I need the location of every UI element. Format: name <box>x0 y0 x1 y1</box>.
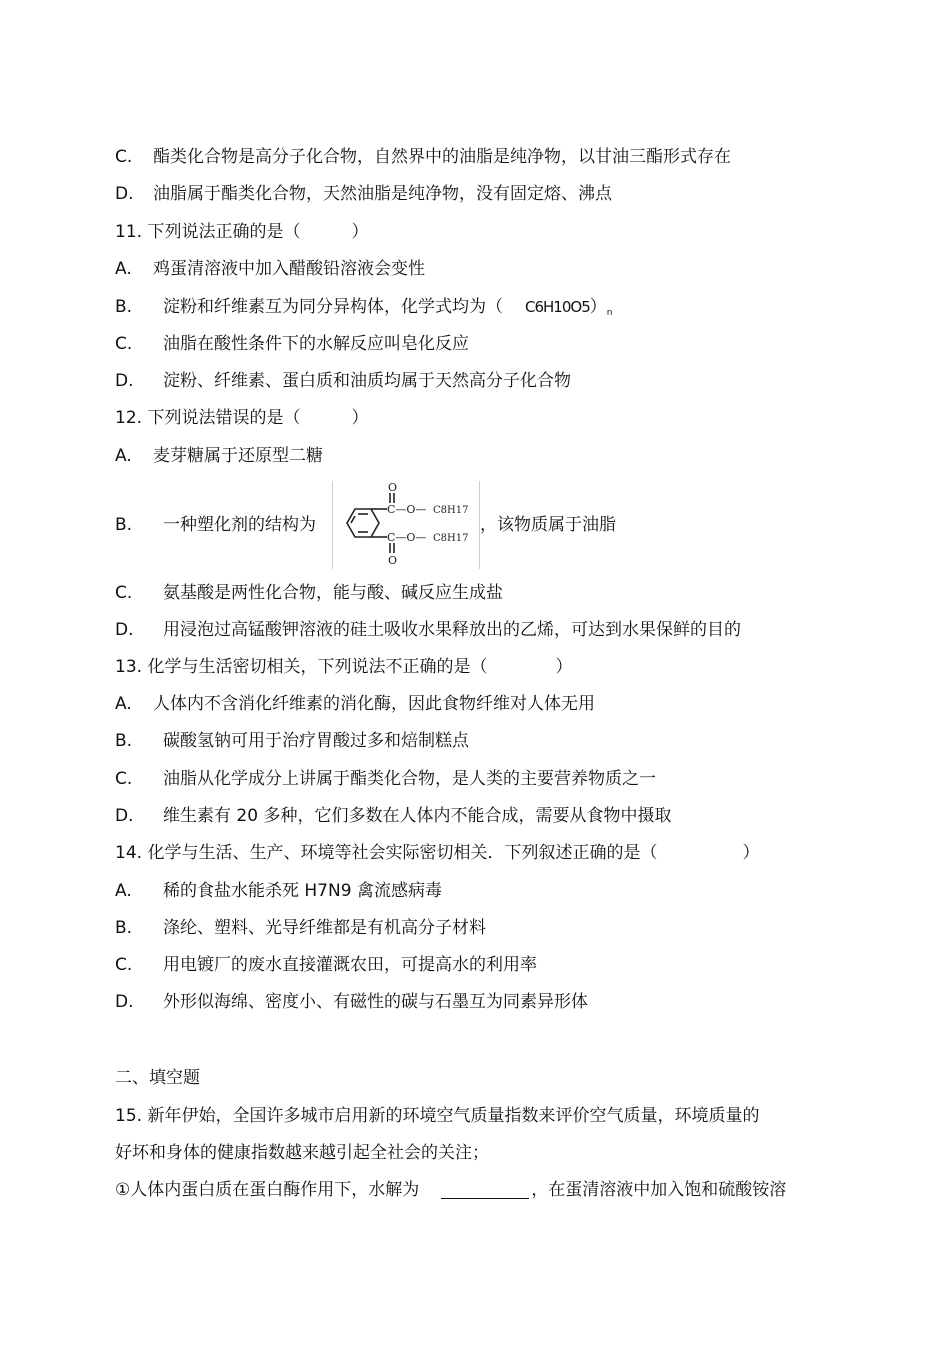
option-label: B. <box>115 515 133 535</box>
option-c-q12 <box>115 581 503 605</box>
option-label: C. <box>115 147 133 167</box>
option-a-q12 <box>115 444 323 468</box>
option-c-q10 <box>115 145 731 169</box>
option-label: C. <box>115 583 133 603</box>
option-c-q11 <box>115 332 469 356</box>
oxygen-top: O <box>388 481 398 494</box>
option-text: ，该物质属于油脂 <box>480 515 616 535</box>
chemical-formula: C6H10O5 <box>525 298 590 316</box>
option-label: C. <box>115 769 133 789</box>
question-14 <box>115 841 759 865</box>
option-label: D. <box>115 620 134 640</box>
question-text: 14. 化学与生活、生产、环境等社会实际密切相关．下列叙述正确的是（ ） <box>115 843 760 863</box>
question-text-tail: ，在蛋清溶液中加入饱和硫酸铵溶 <box>531 1180 787 1200</box>
option-text: 人体内不含消化纤维素的消化酶，因此食物纤维对人体无用 <box>153 694 595 714</box>
question-text: ①人体内蛋白质在蛋白酶作用下，水解为 <box>115 1180 420 1200</box>
question-15-cont <box>115 1141 489 1165</box>
section-heading <box>115 1066 200 1090</box>
option-d-q12 <box>115 618 741 642</box>
option-label: D. <box>115 371 134 391</box>
question-13 <box>115 655 572 679</box>
question-15 <box>115 1104 759 1128</box>
option-label: A. <box>115 694 132 714</box>
option-b-q13 <box>115 729 469 753</box>
option-b-q12-tail <box>480 513 616 537</box>
formula-bracket: ） <box>589 297 607 317</box>
option-a-q11 <box>115 257 425 281</box>
option-label: D. <box>115 806 134 826</box>
option-c-q13 <box>115 767 656 791</box>
option-d-q11 <box>115 369 571 393</box>
option-d-q14 <box>115 990 588 1014</box>
option-label: D. <box>115 184 134 204</box>
option-label: D. <box>115 992 134 1012</box>
alkyl-top: C8H17 <box>433 505 469 516</box>
option-label: B. <box>115 297 133 317</box>
question-text: 13. 化学与生活密切相关，下列说法不正确的是（ ） <box>115 657 573 677</box>
option-a-q14 <box>115 879 442 903</box>
option-text: 酯类化合物是高分子化合物，自然界中的油脂是纯净物，以甘油三酯形式存在 <box>153 147 731 167</box>
answer-blank[interactable] <box>441 1182 529 1199</box>
option-text: 麦芽糖属于还原型二糖 <box>153 446 323 466</box>
option-b-q11 <box>115 295 612 319</box>
option-text: 氨基酸是两性化合物，能与酸、碱反应生成盐 <box>163 583 503 603</box>
option-text: 油脂在酸性条件下的水解反应叫皂化反应 <box>163 334 469 354</box>
option-text: 油脂从化学成分上讲属于酯类化合物，是人类的主要营养物质之一 <box>163 769 656 789</box>
structure-diagram <box>333 481 479 569</box>
plasticizer-structure <box>332 481 480 569</box>
alkyl-bottom: C8H17 <box>433 533 469 544</box>
question-text: 12. 下列说法错误的是（ ） <box>115 408 369 428</box>
question-15-part1 <box>115 1178 786 1202</box>
option-text: 一种塑化剂的结构为 <box>163 515 316 535</box>
option-b-q12 <box>115 513 316 537</box>
option-label: B. <box>115 731 133 751</box>
option-d-q10 <box>115 182 612 206</box>
option-text: 稀的食盐水能杀死 H7N9 禽流感病毒 <box>163 881 442 901</box>
option-text: 碳酸氢钠可用于治疗胃酸过多和焙制糕点 <box>163 731 469 751</box>
formula-subscript: n <box>606 308 613 318</box>
option-b-q14 <box>115 916 486 940</box>
question-text: 好坏和身体的健康指数越来越引起全社会的关注； <box>115 1143 489 1163</box>
option-text: 淀粉和纤维素互为同分异构体，化学式均为（ <box>163 297 503 317</box>
option-label: A. <box>115 446 132 466</box>
option-text: 淀粉、纤维素、蛋白质和油质均属于天然高分子化合物 <box>163 371 571 391</box>
ester-bonds <box>371 493 394 553</box>
option-d-q13 <box>115 804 671 828</box>
option-label: A. <box>115 881 132 901</box>
option-a-q13 <box>115 692 595 716</box>
question-text: 15. 新年伊始，全国许多城市启用新的环境空气质量指数来评价空气质量，环境质量的 <box>115 1106 760 1126</box>
ester-top: C—O— <box>387 503 427 516</box>
option-text: 用浸泡过高锰酸钾溶液的硅土吸收水果释放出的乙烯，可达到水果保鲜的目的 <box>163 620 741 640</box>
option-c-q14 <box>115 953 537 977</box>
question-11 <box>115 220 368 244</box>
benzene-ring-icon <box>347 509 379 537</box>
option-text: 用电镀厂的废水直接灌溉农田，可提高水的利用率 <box>163 955 537 975</box>
option-text: 油脂属于酯类化合物，天然油脂是纯净物，没有固定熔、沸点 <box>153 184 612 204</box>
option-label: A. <box>115 259 132 279</box>
question-12 <box>115 406 368 430</box>
section-title: 二、填空题 <box>115 1068 200 1088</box>
option-label: C. <box>115 955 133 975</box>
option-label: B. <box>115 918 133 938</box>
question-text: 11. 下列说法正确的是（ ） <box>115 222 369 242</box>
option-text: 鸡蛋清溶液中加入醋酸铅溶液会变性 <box>153 259 425 279</box>
option-text: 维生素有 20 多种，它们多数在人体内不能合成，需要从食物中摄取 <box>163 806 672 826</box>
option-label: C. <box>115 334 133 354</box>
ester-bottom: C—O— <box>387 531 427 544</box>
option-text: 外形似海绵、密度小、有磁性的碳与石墨互为同素异形体 <box>163 992 588 1012</box>
option-text: 涤纶、塑料、光导纤维都是有机高分子材料 <box>163 918 486 938</box>
oxygen-bottom: O <box>388 554 398 567</box>
